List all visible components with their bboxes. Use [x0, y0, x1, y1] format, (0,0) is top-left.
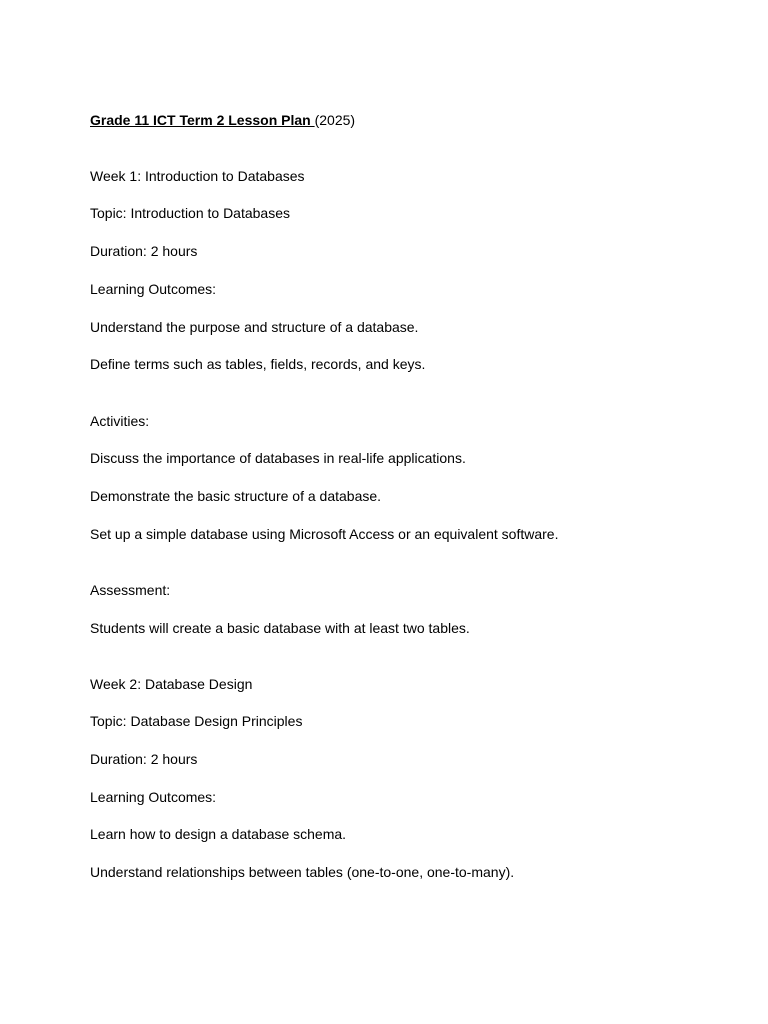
week1-outcomes-label: Learning Outcomes:: [90, 281, 217, 297]
week2-outcome-item: Understand relationships between tables (one-to-one, one-to-many).: [90, 864, 515, 880]
week1-duration: Duration: 2 hours: [90, 243, 198, 259]
week2-outcome-item: Learn how to design a database schema.: [90, 826, 347, 842]
title-main: Grade 11 ICT Term 2 Lesson Plan: [90, 112, 315, 128]
week1-heading: Week 1: Introduction to Databases: [90, 168, 305, 184]
week2-outcomes-label: Learning Outcomes:: [90, 789, 217, 805]
title-year: (2025): [314, 112, 356, 128]
week2-topic: Topic: Database Design Principles: [90, 713, 303, 729]
week1-activity-item: Set up a simple database using Microsoft Access or an equivalent software.: [90, 526, 559, 542]
week1-topic: Topic: Introduction to Databases: [90, 205, 291, 221]
week1-outcome-item: Define terms such as tables, fields, records, and keys.: [90, 356, 426, 372]
week1-activity-item: Demonstrate the basic structure of a database.: [90, 488, 382, 504]
document-title: [90, 111, 355, 129]
week1-outcome-item: Understand the purpose and structure of a database.: [90, 319, 419, 335]
week1-activities-label: Activities:: [90, 413, 150, 429]
week2-duration: Duration: 2 hours: [90, 751, 198, 767]
week2-heading: Week 2: Database Design: [90, 676, 253, 692]
week1-assessment-text: Students will create a basic database with at least two tables.: [90, 620, 470, 636]
week1-assessment-label: Assessment:: [90, 582, 171, 598]
week1-activity-item: Discuss the importance of databases in real-life applications.: [90, 450, 466, 466]
